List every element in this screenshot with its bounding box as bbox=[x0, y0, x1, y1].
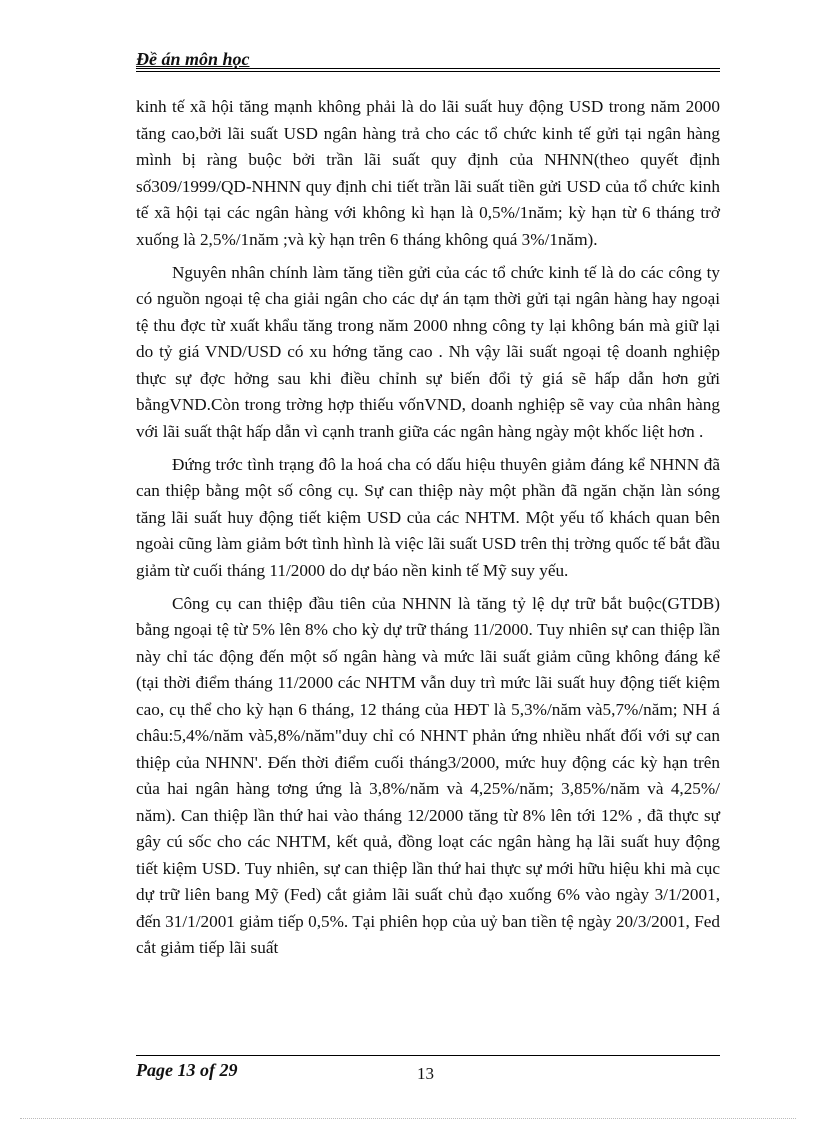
page-header bbox=[136, 48, 720, 70]
footer-rule bbox=[136, 1055, 720, 1056]
paragraph-2: Nguyên nhân chính làm tăng tiền gửi của các tổ chức kinh tế là do các công ty có nguồn ngoại tệ cha giải ngân cho các dự án tạm thời gửi tại ngân hàng hay ngoại tệ thu đợc từ xuất khẩu tăng trong năm 2000 nhng công ty lại không bán mà giữ lại do tỷ giá VND/USD có xu hớng tăng cao . Nh vậy lãi suất ngoại tệ doanh nghiệp thực sự đợc hởng sau khi điều chỉnh sự biến đổi tỷ giá sẽ hấp dẫn hơn gửi bằngVND.Còn trong trờng hợp thiếu vốnVND, doanh nghiệp sẽ vay của nhân hàng với lãi suất thật hấp dẫn vì cạnh tranh giữa các ngân hàng ngày một khốc liệt hơn . bbox=[136, 262, 720, 441]
paragraph-1: kinh tế xã hội tăng mạnh không phải là do lãi suất huy động USD trong năm 2000 tăng cao,bởi lãi suất USD ngân hàng trả cho các tổ chức kinh tế gửi tại ngân hàng mình bị ràng buộc bởi trần lãi suất quy định của NHNN(theo quyết định số309/1999/QD-NHNN quy định chi tiết trần lãi suất tiền gửi USD của tổ chức kinh tế xã hội tại các ngân hàng với không kì hạn là 0,5%/1năm; kỳ hạn từ 6 tháng trở xuống là 2,5%/1năm ;và kỳ hạn trên 6 tháng không quá 3%/1năm). bbox=[136, 97, 720, 249]
header-rule bbox=[136, 68, 720, 72]
paragraph-4: Công cụ can thiệp đầu tiên của NHNN là tăng tỷ lệ dự trữ bắt buộc(GTDB) bằng ngoại tệ từ 5% lên 8% cho kỳ dự trữ tháng 11/2000. Tuy nhiên sự can thiệp lần này chỉ tác động đến một số ngân hàng và mức lãi suất giảm cũng không đáng kể (tại thời điểm tháng 11/2000 các NHTM vẫn duy trì mức lãi suất huy động tiết kiệm cao, cụ thể cho kỳ hạn 6 tháng, 12 tháng của HĐT là 5,3%/năm và5,7%/năm; NH á châu:5,4%/năm và5,8%/năm"duy chỉ có NHNT phản ứng nhiều nhất đối với sự can thiệp của NHNN'. Đến thời điểm cuối tháng3/2000, mức huy động các kỳ hạn trên của hai ngân hàng tơng ứng là 3,8%/năm và 4,25%/năm; 3,85%/năm và 4,25%/ năm). Can thiệp lần thứ hai vào tháng 12/2000 tăng từ 8% lên tới 12% , đã thực sự gây cú sốc cho các NHTM, kết quả, đồng loạt các ngân hàng hạ lãi suất huy động tiết kiệm USD. Tuy nhiên, sự can thiệp lần thứ hai thực sự mới hữu hiệu khi mà cục dự trữ liên bang Mỹ (Fed) cắt giảm lãi suất chủ đạo xuống 6% vào ngày 3/1/2001, đến 31/1/2001 giảm tiếp 0,5%. Tại phiên họp của uỷ ban tiền tệ ngày 20/3/2001, Fed cắt giảm tiếp lãi suất bbox=[136, 593, 720, 957]
document-body bbox=[136, 94, 720, 968]
header-title: Đề án môn học bbox=[136, 49, 250, 69]
footer-page-label: Page 13 of 29 bbox=[136, 1060, 238, 1080]
page-bottom-border bbox=[20, 1118, 796, 1119]
paragraph-3: Đứng trớc tình trạng đô la hoá cha có dấu hiệu thuyên giảm đáng kể NHNN đã can thiệp bằng một số công cụ. Sự can thiệp này một phần đã ngăn chặn làn sóng tăng lãi suất huy động tiết kiệm USD của các NHTM. Một yếu tố khách quan bên ngoài cũng làm giảm bớt tình hình là việc lãi suất USD trên thị trờng quốc tế bắt đầu giảm từ cuối tháng 11/2000 do dự báo nền kinh tế Mỹ suy yếu. bbox=[136, 454, 720, 580]
footer-page-number: 13 bbox=[417, 1064, 434, 1083]
